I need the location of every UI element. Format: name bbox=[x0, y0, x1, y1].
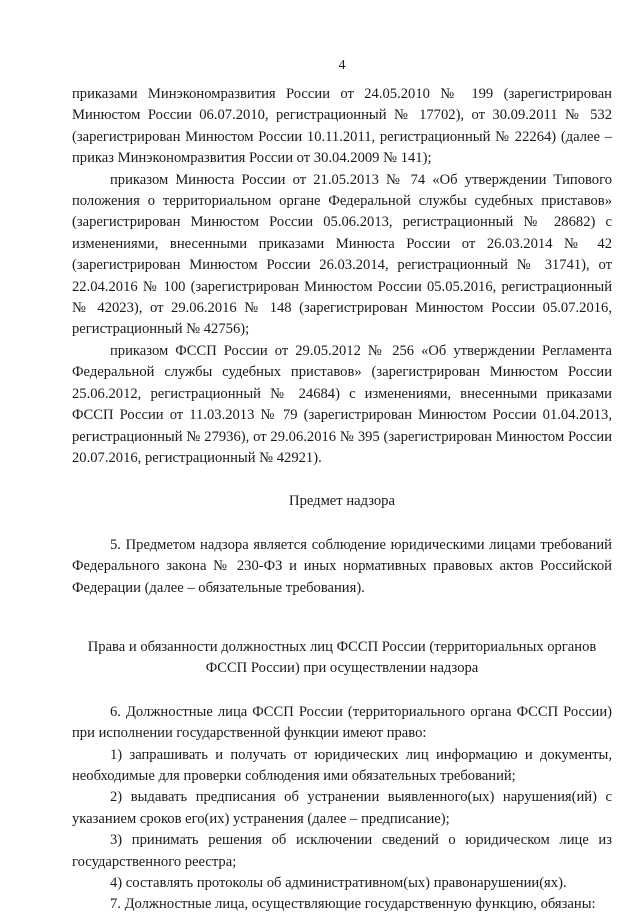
list-item-4: 4) составлять протоколы об административном(ых) правонарушении(ях). bbox=[110, 875, 567, 891]
paragraph-fssp-order: приказом ФССП России от 29.05.2012 № 256 «Об утверждении Регламента Федеральной службы судебных приставов» (зарегистрирован Минюстом России 25.06.2012, регистрационный № 24684) с изменениями, внесенными приказами ФССП России от 11.03.2013 № 79 (зарегистрирован Минюстом России 01.04.2013, регистрационный № 27936), от 29.06.2016 № 395 (зарегистрирован Минюстом России 20.07.2016, регистрационный № 42921). bbox=[72, 342, 612, 466]
paragraph-5: 5. Предметом надзора является соблюдение юридическими лицами требований Федерального закона № 230-ФЗ и иных нормативных правовых актов Российской Федерации (далее – обязательные требования). bbox=[72, 536, 612, 596]
paragraph-6: 6. Должностные лица ФССП России (территориального органа ФССП России) при исполнении государственной функции имеют право: bbox=[72, 703, 612, 742]
paragraph-7: 7. Должностные лица, осуществляющие государственную функцию, обязаны: bbox=[110, 896, 596, 913]
heading-rights-and-duties: Права и обязанности должностных лиц ФССП России (территориальных органов ФССП России) при осуществлении надзора bbox=[87, 638, 597, 677]
paragraph-minek-orders: приказами Минэкономразвития России от 24.05.2010 № 199 (зарегистрирован Минюстом России 06.07.2010, регистрационный № 17702), от 30.09.2011 № 532 (зарегистрирован Минюстом России 10.11.2011, регистрационный № 22264) (далее – приказ Минэкономразвития России от 30.04.2009 № 141); bbox=[72, 86, 612, 167]
list-item-2: 2) выдавать предписания об устранении выявленного(ых) нарушения(ий) с указанием сроков его(их) устранения (далее – предписание); bbox=[72, 789, 612, 827]
list-item-3: 3) принимать решения об исключении сведений о юридическом лице из государственного реестра; bbox=[72, 832, 612, 870]
paragraph-minjust-order: приказом Минюста России от 21.05.2013 № 74 «Об утверждении Типового положения о территориальном органе Федеральной службы судебных приставов» (зарегистрирован Минюстом России 05.06.2013, регистрационный № 28682) с изменениями, внесенными приказами Минюста России от 26.03.2014 № 42 (зарегистрирован Минюстом России 26.03.2014, регистрационный № 31741), от 22.04.2016 № 100 (зарегистрирован Минюстом России 05.05.2016, регистрационный № 42023), от 29.06.2016 № 148 (зарегистрирован Минюстом России 05.07.2016, регистрационный № 42756); bbox=[72, 171, 612, 338]
list-item-1: 1) запрашивать и получать от юридических лиц информацию и документы, необходимые для проверки соблюдения ими обязательных требований; bbox=[72, 746, 612, 784]
heading-subject-of-supervision: Предмет надзора bbox=[289, 493, 395, 510]
page-number: 4 bbox=[338, 58, 346, 73]
